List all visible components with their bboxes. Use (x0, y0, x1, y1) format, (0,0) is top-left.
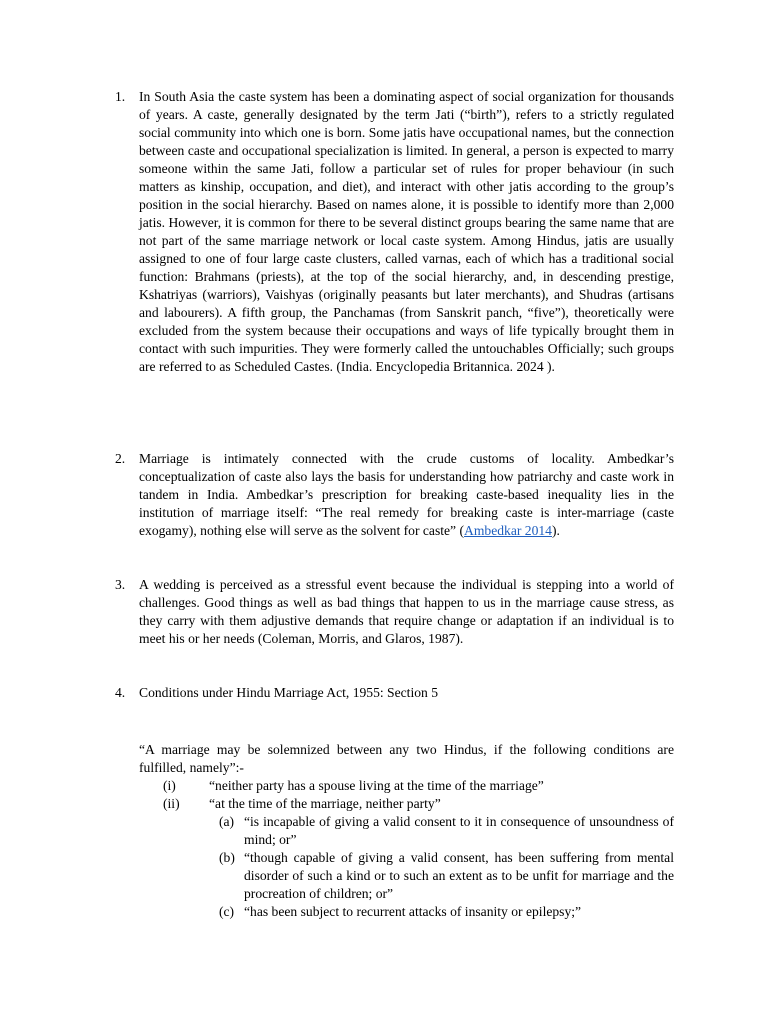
subcondition-text: “though capable of giving a valid consent, has been suffering from mental disorder of such a kind or to such an extent as to be unfit for marriage and the procreation of children; or” (244, 850, 674, 901)
paragraph-hindu-marriage-act: Conditions under Hindu Marriage Act, 1955: Section 5 (139, 685, 439, 700)
act-quote: “A marriage may be solemnized between any two Hindus, if the following conditions are fulfilled, namely”:- (139, 742, 674, 775)
list-item-1 (115, 88, 674, 376)
paragraph-wedding-stress: A wedding is perceived as a stressful event because the individual is stepping into a world of challenges. Good things as well as bad things that happen to us in the marriage cause stress, as they carry with them adjustive demands that require change or adaptation if an individual is to meet his or her needs (Coleman, Morris, and Glaros, 1987). (139, 577, 674, 646)
list-number: 1. (115, 89, 126, 104)
subcondition-label: (c) (219, 904, 235, 919)
subcondition-a (219, 813, 674, 849)
paragraph-text-end: ). (551, 523, 560, 538)
paragraph-text: Marriage is intimately connected with the crude customs of locality. Ambedkar’s conceptualization of caste also lays the basis for understanding how patriarchy and caste work in tandem in India. Ambedkar’s prescription for breaking caste-based inequality lies in the institution of marriage itself: “The real remedy for breaking caste is inter-marriage (caste exogamy), nothing else will serve as the solvent for caste” ( (139, 451, 674, 538)
condition-text: “neither party has a spouse living at the time of the marriage” (209, 778, 544, 793)
citation-link-ambedkar[interactable]: Ambedkar 2014 (464, 523, 552, 538)
subcondition-label: (a) (219, 814, 235, 829)
list-number: 2. (115, 451, 126, 466)
list-item-2 (115, 450, 674, 540)
subcondition-label: (b) (219, 850, 235, 865)
subcondition-text: “is incapable of giving a valid consent to it in consequence of unsoundness of mind; or” (244, 814, 674, 847)
list-number: 4. (115, 685, 126, 700)
list-item-4 (115, 684, 674, 702)
paragraph-marriage-ambedkar (139, 450, 674, 540)
subcondition-c (219, 903, 674, 921)
subcondition-text: “has been subject to recurrent attacks of insanity or epilepsy;” (244, 904, 582, 919)
paragraph-caste-system: In South Asia the caste system has been a dominating aspect of social organization for thousands of years. A caste, generally designated by the term Jati (“birth”), refers to a strictly regulated social community into which one is born. Some jatis have occupational names, but the connection between caste and occupational specialization is limited. In general, a person is expected to marry someone within the same Jati, follow a particular set of rules for proper behaviour (in such matters as kinship, occupation, and diet), and interact with other jatis according to the group’s position in the social hierarchy. Based on names alone, it is possible to identify more than 2,000 jatis. However, it is common for there to be several distinct groups bearing the same name that are not part of the same marriage network or local caste system. Among Hindus, jatis are usually assigned to one of four large caste clusters, called varnas, each of which has a traditional social function: Brahmans (priests), at the top of the social hierarchy, and, in descending prestige, Kshatriyas (warriors), Vaishyas (originally peasants but later merchants), and Shudras (artisans and labourers). A fifth group, the Panchamas (from Sanskrit panch, “five”), theoretically were excluded from the system because their occupations and ways of life typically brought them in contact with such impurities. They were formerly called the untouchables Officially; such groups are referred to as Scheduled Castes. (India. Encyclopedia Britannica. 2024 ). (139, 89, 674, 374)
list-number: 3. (115, 577, 126, 592)
subcondition-b (219, 849, 674, 903)
condition-text: “at the time of the marriage, neither party” (209, 796, 441, 811)
condition-label: (ii) (163, 796, 180, 811)
list-item-3 (115, 576, 674, 648)
condition-label: (i) (163, 778, 176, 793)
